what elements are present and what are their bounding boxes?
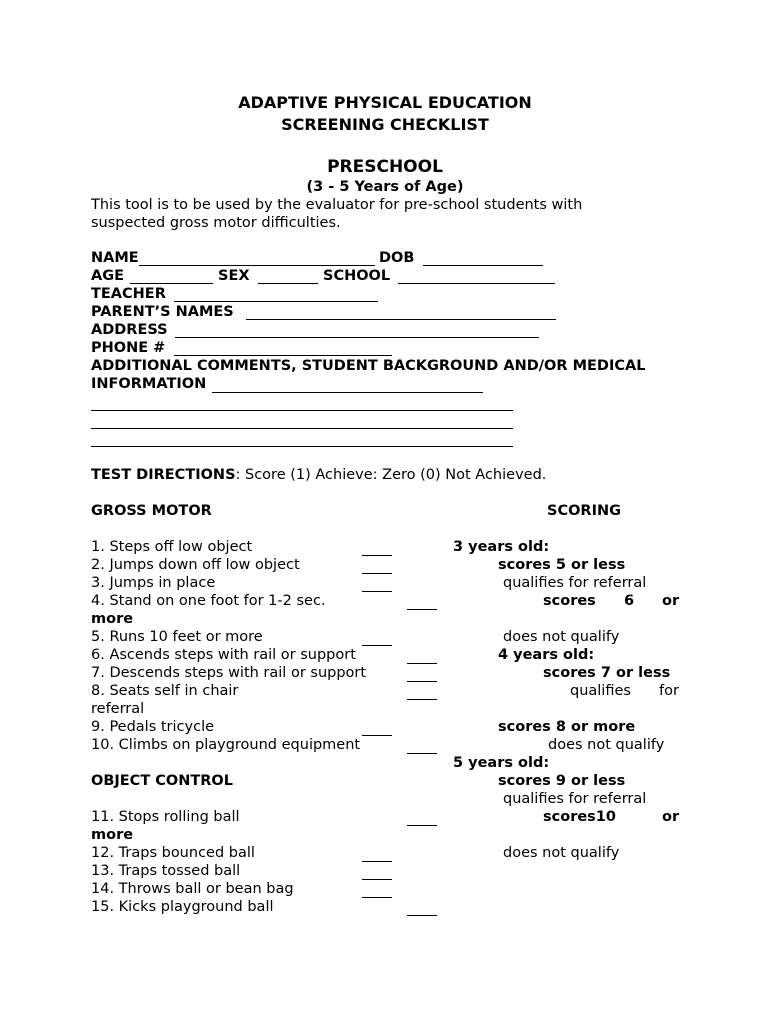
scoring-5-high-b: or <box>662 809 680 825</box>
scoring-3-low: scores 5 or less <box>498 557 626 573</box>
address-field[interactable] <box>175 337 539 338</box>
scoring-3-high-a: scores <box>543 593 596 609</box>
intro-text-line2: suspected gross motor difficulties. <box>91 215 341 231</box>
list-item-continuation: referral <box>91 701 145 717</box>
list-item: 12. Traps bounced ball <box>91 845 255 861</box>
list-item: 1. Steps off low object <box>91 539 253 555</box>
age-label: AGE <box>91 268 125 284</box>
scoring-heading: SCORING <box>547 503 622 519</box>
scoring-3-years: 3 years old: <box>453 539 550 555</box>
school-field[interactable] <box>398 283 555 284</box>
list-item: 2. Jumps down off low object <box>91 557 300 573</box>
comments-line[interactable] <box>91 410 513 411</box>
scoring-4-low: scores 7 or less <box>543 665 671 681</box>
list-item-continuation: more <box>91 611 134 627</box>
gross-motor-heading: GROSS MOTOR <box>91 503 212 519</box>
score-blank[interactable] <box>407 915 437 916</box>
section-level-heading: PRESCHOOL <box>327 157 443 177</box>
scoring-3-high-c: or <box>662 593 680 609</box>
score-blank[interactable] <box>407 681 437 682</box>
scoring-3-high-b: 6 <box>624 593 635 609</box>
teacher-label: TEACHER <box>91 286 166 302</box>
list-item: 8. Seats self in chair <box>91 683 239 699</box>
score-blank[interactable] <box>362 591 392 592</box>
test-directions-label: TEST DIRECTIONS <box>91 467 236 483</box>
scoring-5-high-a: scores10 <box>543 809 616 825</box>
scoring-5-low: scores 9 or less <box>498 773 626 789</box>
dob-field[interactable] <box>423 265 543 266</box>
list-item: 7. Descends steps with rail or support <box>91 665 367 681</box>
list-item: 14. Throws ball or bean bag <box>91 881 294 897</box>
scoring-3-not: does not qualify <box>503 629 620 645</box>
list-item: 5. Runs 10 feet or more <box>91 629 263 645</box>
list-item: 9. Pedals tricycle <box>91 719 215 735</box>
age-range: (3 - 5 Years of Age) <box>306 179 464 195</box>
test-directions <box>91 466 546 484</box>
sex-field[interactable] <box>258 283 318 284</box>
score-blank[interactable] <box>362 573 392 574</box>
name-field[interactable] <box>139 265 375 266</box>
comments-field[interactable] <box>212 392 483 393</box>
score-blank[interactable] <box>407 663 437 664</box>
list-item: 6. Ascends steps with rail or support <box>91 647 356 663</box>
comments-label-line2: INFORMATION <box>91 376 207 392</box>
parents-label: PARENT’S NAMES <box>91 304 234 320</box>
score-blank[interactable] <box>407 609 437 610</box>
phone-label: PHONE # <box>91 340 166 356</box>
parents-field[interactable] <box>246 319 556 320</box>
list-item-continuation: more <box>91 827 134 843</box>
name-label: NAME <box>91 250 139 266</box>
comments-line[interactable] <box>91 428 513 429</box>
list-item: 13. Traps tossed ball <box>91 863 241 879</box>
score-blank[interactable] <box>362 645 392 646</box>
scoring-4-not: does not qualify <box>548 737 665 753</box>
score-blank[interactable] <box>362 735 392 736</box>
scoring-4-high: scores 8 or more <box>498 719 636 735</box>
address-label: ADDRESS <box>91 322 168 338</box>
sex-label: SEX <box>218 268 250 284</box>
list-item: 11. Stops rolling ball <box>91 809 240 825</box>
list-item: 15. Kicks playground ball <box>91 899 274 915</box>
scoring-5-not: does not qualify <box>503 845 620 861</box>
list-item: 4. Stand on one foot for 1-2 sec. <box>91 593 326 609</box>
comments-line[interactable] <box>91 446 513 447</box>
scoring-4-qualifies-a: qualifies <box>570 683 631 699</box>
document-title-line2: SCREENING CHECKLIST <box>281 115 489 134</box>
list-item: 10. Climbs on playground equipment <box>91 737 361 753</box>
teacher-field[interactable] <box>174 301 378 302</box>
score-blank[interactable] <box>407 753 437 754</box>
score-blank[interactable] <box>362 897 392 898</box>
score-blank[interactable] <box>362 555 392 556</box>
scoring-5-qualifies: qualifies for referral <box>503 791 647 807</box>
score-blank[interactable] <box>362 879 392 880</box>
score-blank[interactable] <box>362 861 392 862</box>
scoring-4-years: 4 years old: <box>498 647 595 663</box>
intro-text-line1: This tool is to be used by the evaluator for pre-school students with <box>91 197 583 213</box>
scoring-4-qualifies-b: for <box>659 683 679 699</box>
object-control-heading: OBJECT CONTROL <box>91 773 233 789</box>
scoring-5-years: 5 years old: <box>453 755 550 771</box>
score-blank[interactable] <box>407 699 437 700</box>
scoring-3-qualifies: qualifies for referral <box>503 575 647 591</box>
comments-label: ADDITIONAL COMMENTS, STUDENT BACKGROUND AND/OR MEDICAL <box>91 358 646 374</box>
age-field[interactable] <box>130 283 213 284</box>
score-blank[interactable] <box>407 825 437 826</box>
test-directions-text: : Score (1) Achieve: Zero (0) Not Achieved. <box>235 467 547 483</box>
dob-label: DOB <box>379 250 415 266</box>
school-label: SCHOOL <box>323 268 391 284</box>
list-item: 3. Jumps in place <box>91 575 216 591</box>
phone-field[interactable] <box>174 355 392 356</box>
document-title: ADAPTIVE PHYSICAL EDUCATION <box>238 93 532 112</box>
